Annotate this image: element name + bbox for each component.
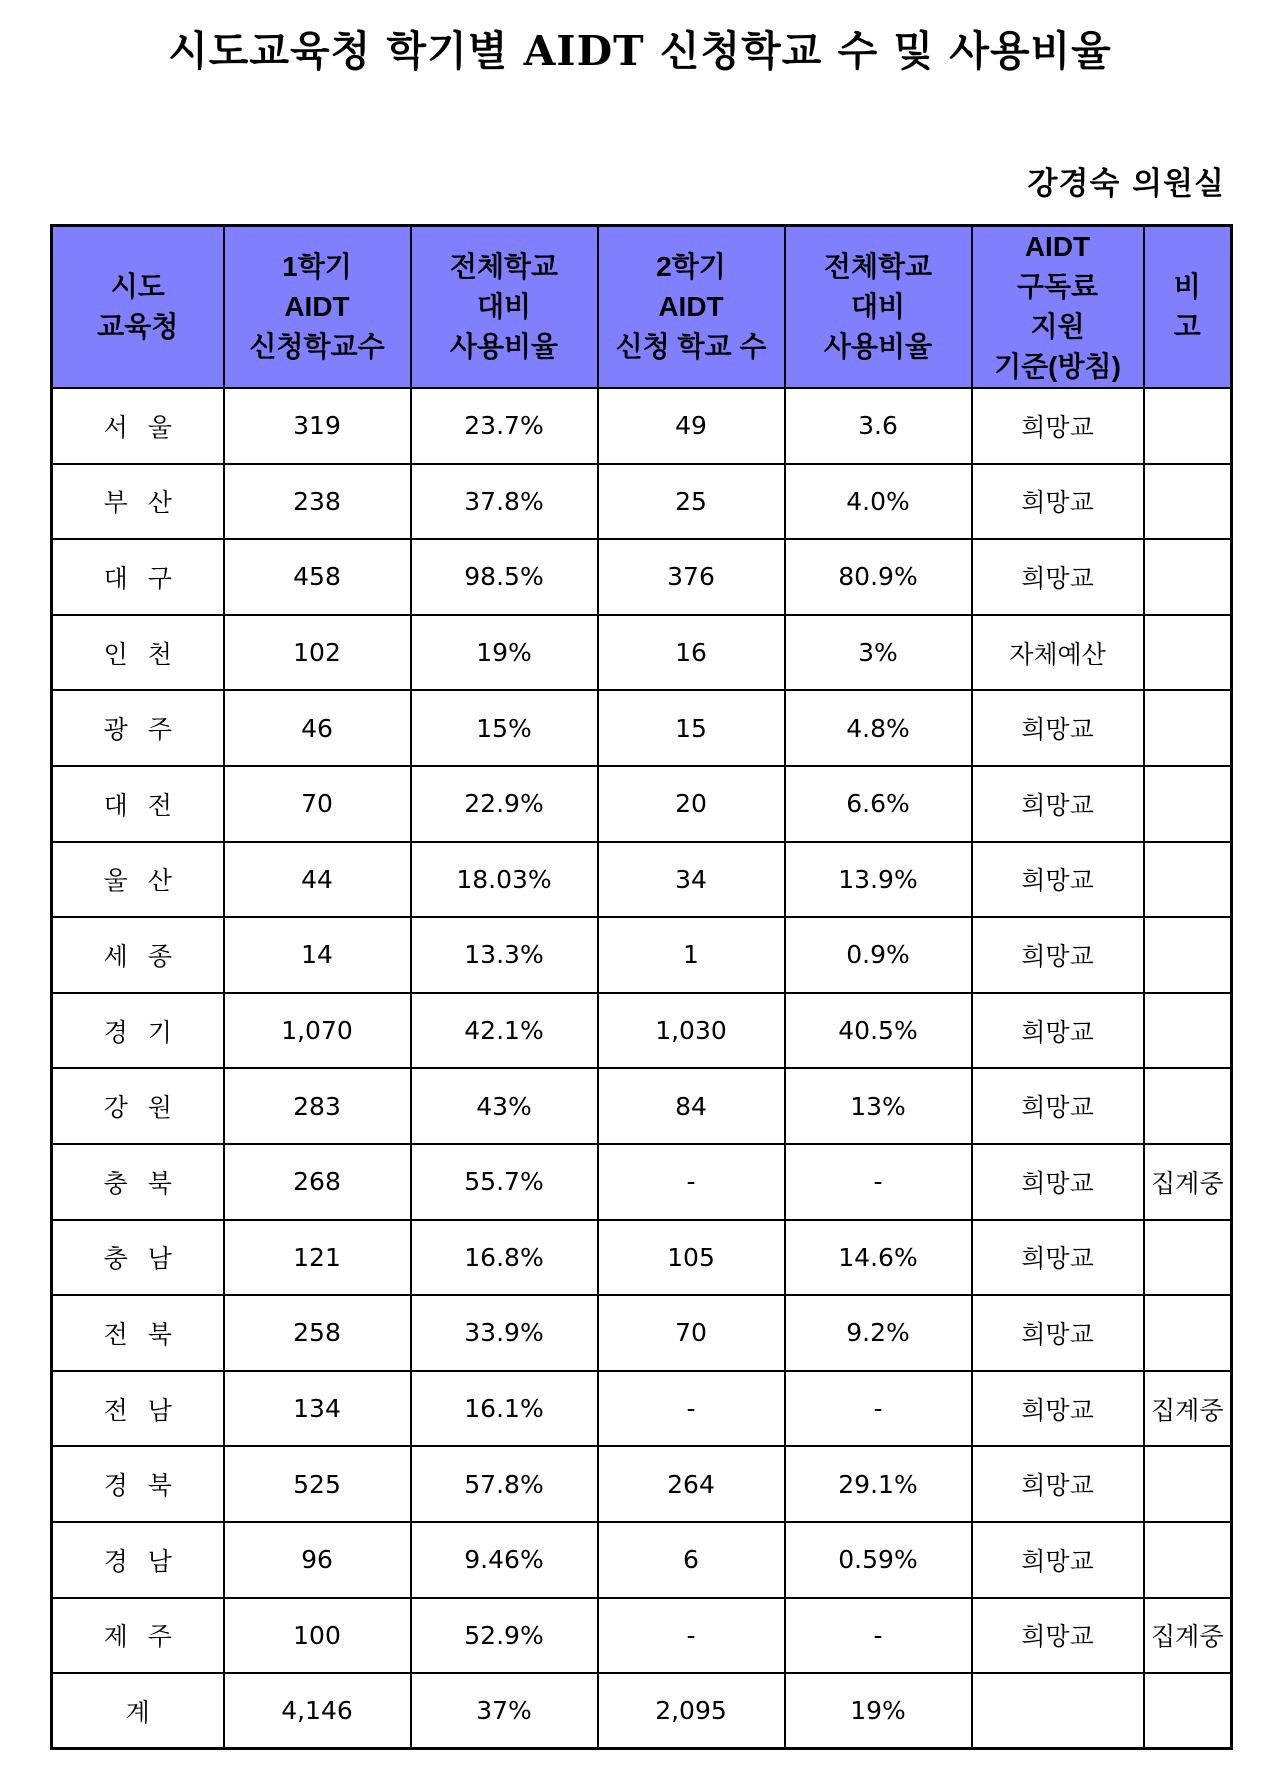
sem1-count-cell: 283 xyxy=(224,1068,411,1144)
sem1-ratio-cell: 37.8% xyxy=(411,464,598,540)
header-sem1-ratio xyxy=(411,226,598,389)
sem2-ratio-cell: 0.9% xyxy=(785,917,972,993)
note-cell xyxy=(1144,388,1232,464)
sem2-count-cell: 264 xyxy=(598,1446,785,1522)
table-row xyxy=(52,1522,1232,1598)
sem1-ratio-cell: 15% xyxy=(411,690,598,766)
subsidy-basis-cell: 희망교 xyxy=(972,1220,1144,1296)
subsidy-basis-cell: 희망교 xyxy=(972,1068,1144,1144)
sem1-count-cell: 121 xyxy=(224,1220,411,1296)
subsidy-basis-cell: 희망교 xyxy=(972,993,1144,1069)
note-cell xyxy=(1144,464,1232,540)
note-cell xyxy=(1144,690,1232,766)
sem1-count-cell: 70 xyxy=(224,766,411,842)
sem2-count-cell: 20 xyxy=(598,766,785,842)
region-cell: 경남 xyxy=(52,1522,224,1598)
sem2-ratio-cell: - xyxy=(785,1371,972,1447)
header-line: 2학기 xyxy=(656,251,726,282)
sem1-count-cell: 14 xyxy=(224,917,411,993)
sem2-ratio-cell: 9.2% xyxy=(785,1295,972,1371)
region-cell: 경기 xyxy=(52,993,224,1069)
subsidy-basis-cell: 희망교 xyxy=(972,690,1144,766)
aidt-table xyxy=(50,224,1233,1750)
note-cell xyxy=(1144,1220,1232,1296)
sem2-ratio-cell: 13% xyxy=(785,1068,972,1144)
region-cell: 제주 xyxy=(52,1598,224,1674)
note-cell xyxy=(1144,1673,1232,1749)
sem2-count-cell: - xyxy=(598,1144,785,1220)
table-row xyxy=(52,615,1232,691)
sem2-count-cell: 105 xyxy=(598,1220,785,1296)
header-line: AIDT xyxy=(658,291,724,322)
sem1-count-cell: 258 xyxy=(224,1295,411,1371)
header-line: 고 xyxy=(1173,311,1201,342)
note-cell xyxy=(1144,615,1232,691)
header-line: 시도 xyxy=(110,271,165,302)
sem2-count-cell: 84 xyxy=(598,1068,785,1144)
note-cell: 집계중 xyxy=(1144,1371,1232,1447)
sem2-ratio-cell: - xyxy=(785,1144,972,1220)
sem2-count-cell: 70 xyxy=(598,1295,785,1371)
subsidy-basis-cell: 희망교 xyxy=(972,539,1144,615)
header-line: 교육청 xyxy=(97,311,179,342)
sem2-count-cell: 376 xyxy=(598,539,785,615)
table-row xyxy=(52,766,1232,842)
sem2-ratio-cell: 4.8% xyxy=(785,690,972,766)
region-cell: 전남 xyxy=(52,1371,224,1447)
note-cell xyxy=(1144,842,1232,918)
table-row xyxy=(52,1144,1232,1220)
note-cell xyxy=(1144,1295,1232,1371)
subsidy-basis-cell: 희망교 xyxy=(972,917,1144,993)
sem2-count-cell: 34 xyxy=(598,842,785,918)
table-row xyxy=(52,388,1232,464)
sem1-count-cell: 525 xyxy=(224,1446,411,1522)
sem1-ratio-cell: 13.3% xyxy=(411,917,598,993)
sem2-ratio-cell: 14.6% xyxy=(785,1220,972,1296)
subsidy-basis-cell: 희망교 xyxy=(972,1598,1144,1674)
region-cell: 경북 xyxy=(52,1446,224,1522)
note-cell xyxy=(1144,993,1232,1069)
sem1-ratio-cell: 33.9% xyxy=(411,1295,598,1371)
subsidy-basis-cell: 희망교 xyxy=(972,464,1144,540)
header-line: 구독료 xyxy=(1016,271,1099,302)
sem1-count-cell: 44 xyxy=(224,842,411,918)
table-row xyxy=(52,1371,1232,1447)
subsidy-basis-cell: 희망교 xyxy=(972,1144,1144,1220)
sem1-ratio-cell: 19% xyxy=(411,615,598,691)
region-cell: 세종 xyxy=(52,917,224,993)
region-cell: 대전 xyxy=(52,766,224,842)
sem2-ratio-cell: 0.59% xyxy=(785,1522,972,1598)
sem2-ratio-cell: 3% xyxy=(785,615,972,691)
sem1-ratio-cell: 42.1% xyxy=(411,993,598,1069)
region-cell: 대구 xyxy=(52,539,224,615)
table-body xyxy=(52,388,1232,1749)
subsidy-basis-cell: 희망교 xyxy=(972,1295,1144,1371)
note-cell xyxy=(1144,917,1232,993)
sem1-count-cell: 134 xyxy=(224,1371,411,1447)
sem2-count-cell: 1,030 xyxy=(598,993,785,1069)
total-row xyxy=(52,1673,1232,1749)
subsidy-basis-cell: 희망교 xyxy=(972,1522,1144,1598)
sem2-ratio-cell: - xyxy=(785,1598,972,1674)
note-cell xyxy=(1144,1522,1232,1598)
table-row xyxy=(52,993,1232,1069)
table-row xyxy=(52,690,1232,766)
header-row xyxy=(52,226,1232,389)
table-row xyxy=(52,464,1232,540)
note-cell: 집계중 xyxy=(1144,1598,1232,1674)
sem2-count-cell: - xyxy=(598,1598,785,1674)
region-cell: 서울 xyxy=(52,388,224,464)
table-row xyxy=(52,1446,1232,1522)
note-cell xyxy=(1144,766,1232,842)
sem1-count-cell: 96 xyxy=(224,1522,411,1598)
sem2-count-cell: 25 xyxy=(598,464,785,540)
header-line: 신청학교수 xyxy=(249,331,385,362)
header-line: 전체학교 xyxy=(449,251,559,282)
sem2-ratio-cell: 29.1% xyxy=(785,1446,972,1522)
header-region xyxy=(52,226,224,389)
subsidy-basis-cell: 희망교 xyxy=(972,766,1144,842)
sem2-count-cell: 2,095 xyxy=(598,1673,785,1749)
header-line: 기준(방침) xyxy=(994,351,1121,382)
note-cell xyxy=(1144,539,1232,615)
region-cell: 강원 xyxy=(52,1068,224,1144)
table-row xyxy=(52,1220,1232,1296)
header-line: 사용비율 xyxy=(449,331,559,362)
header-line: 신청 학교 수 xyxy=(615,331,767,362)
header-line: AIDT xyxy=(284,291,350,322)
sem2-ratio-cell: 19% xyxy=(785,1673,972,1749)
table-row xyxy=(52,1295,1232,1371)
region-cell: 인천 xyxy=(52,615,224,691)
subsidy-basis-cell: 희망교 xyxy=(972,842,1144,918)
table-row xyxy=(52,1598,1232,1674)
header-line: 사용비율 xyxy=(823,331,933,362)
subsidy-basis-cell xyxy=(972,1673,1144,1749)
document-title: 시도교육청 학기별 AIDT 신청학교 수 및 사용비율 xyxy=(168,27,1112,75)
sem1-count-cell: 46 xyxy=(224,690,411,766)
table-row xyxy=(52,1068,1232,1144)
sem1-count-cell: 4,146 xyxy=(224,1673,411,1749)
sem1-ratio-cell: 98.5% xyxy=(411,539,598,615)
region-cell: 울산 xyxy=(52,842,224,918)
header-line: 대비 xyxy=(476,291,532,322)
author-label: 강경숙 의원실 xyxy=(1027,166,1225,202)
sem2-count-cell: 6 xyxy=(598,1522,785,1598)
sem1-ratio-cell: 37% xyxy=(411,1673,598,1749)
sem2-ratio-cell: 6.6% xyxy=(785,766,972,842)
note-cell xyxy=(1144,1446,1232,1522)
sem1-ratio-cell: 18.03% xyxy=(411,842,598,918)
sem2-ratio-cell: 3.6 xyxy=(785,388,972,464)
region-cell: 충남 xyxy=(52,1220,224,1296)
note-cell xyxy=(1144,1068,1232,1144)
subsidy-basis-cell: 희망교 xyxy=(972,388,1144,464)
header-note xyxy=(1144,226,1232,389)
sem1-count-cell: 100 xyxy=(224,1598,411,1674)
sem2-ratio-cell: 13.9% xyxy=(785,842,972,918)
sem1-count-cell: 1,070 xyxy=(224,993,411,1069)
header-sem2-ratio xyxy=(785,226,972,389)
sem2-count-cell: 15 xyxy=(598,690,785,766)
sem1-count-cell: 102 xyxy=(224,615,411,691)
header-line: 전체학교 xyxy=(823,251,933,282)
table-row xyxy=(52,539,1232,615)
table-row xyxy=(52,842,1232,918)
region-cell: 전북 xyxy=(52,1295,224,1371)
sem1-ratio-cell: 55.7% xyxy=(411,1144,598,1220)
sem2-ratio-cell: 40.5% xyxy=(785,993,972,1069)
header-line: 비 xyxy=(1173,271,1201,302)
sem1-count-cell: 319 xyxy=(224,388,411,464)
header-line: 1학기 xyxy=(282,251,352,282)
header-subsidy-basis xyxy=(972,226,1144,389)
sem2-count-cell: - xyxy=(598,1371,785,1447)
sem1-count-cell: 268 xyxy=(224,1144,411,1220)
region-cell: 충북 xyxy=(52,1144,224,1220)
subsidy-basis-cell: 희망교 xyxy=(972,1446,1144,1522)
header-line: AIDT xyxy=(1024,231,1091,262)
sem1-ratio-cell: 43% xyxy=(411,1068,598,1144)
sem2-count-cell: 1 xyxy=(598,917,785,993)
header-sem2-count xyxy=(598,226,785,389)
table-row xyxy=(52,917,1232,993)
sem1-ratio-cell: 57.8% xyxy=(411,1446,598,1522)
header-line: 대비 xyxy=(850,291,906,322)
sem1-ratio-cell: 23.7% xyxy=(411,388,598,464)
sem1-ratio-cell: 52.9% xyxy=(411,1598,598,1674)
sem2-ratio-cell: 80.9% xyxy=(785,539,972,615)
sem1-count-cell: 238 xyxy=(224,464,411,540)
sem2-count-cell: 16 xyxy=(598,615,785,691)
region-cell: 광주 xyxy=(52,690,224,766)
subsidy-basis-cell: 자체예산 xyxy=(972,615,1144,691)
region-cell: 부산 xyxy=(52,464,224,540)
sem2-ratio-cell: 4.0% xyxy=(785,464,972,540)
sem1-ratio-cell: 16.8% xyxy=(411,1220,598,1296)
sem1-ratio-cell: 22.9% xyxy=(411,766,598,842)
region-cell: 계 xyxy=(52,1673,224,1749)
sem1-ratio-cell: 9.46% xyxy=(411,1522,598,1598)
note-cell: 집계중 xyxy=(1144,1144,1232,1220)
header-sem1-count xyxy=(224,226,411,389)
subsidy-basis-cell: 희망교 xyxy=(972,1371,1144,1447)
header-line: 지원 xyxy=(1030,311,1085,342)
sem1-ratio-cell: 16.1% xyxy=(411,1371,598,1447)
sem1-count-cell: 458 xyxy=(224,539,411,615)
sem2-count-cell: 49 xyxy=(598,388,785,464)
